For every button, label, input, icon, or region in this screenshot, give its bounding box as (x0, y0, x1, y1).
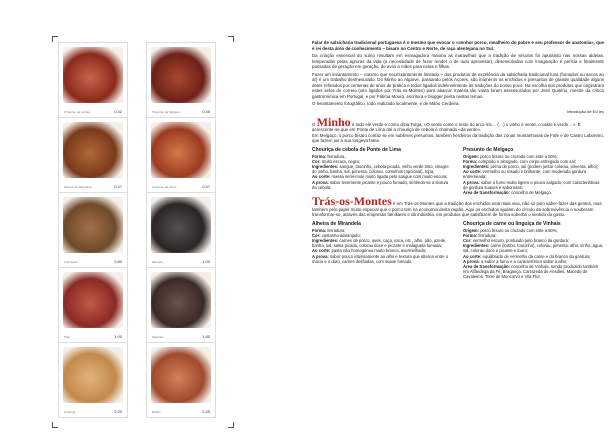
stamp-value: 2,45 (202, 409, 210, 414)
product-fact: Ao corte: pasta não homogénea muito branca, avermelhado; (312, 248, 427, 254)
product-facts (463, 228, 604, 280)
crop-mark (228, 36, 234, 42)
product-fact: Forma: ferradura; (312, 227, 346, 233)
stamp-photo (151, 197, 211, 253)
stamp-value: 0,57 (202, 184, 210, 189)
product-facts (312, 228, 453, 264)
stamp-value: 2,00 (114, 409, 122, 414)
product-fact: Ingredientes: carnes de porco, aves, caça, vaca, etc., alho, pão, azeite, banha, sal, salsa picada, colorau doce e picante e malagueta fumada; (312, 238, 447, 249)
product-title: Presunto de Melgaço (463, 146, 514, 153)
product-fact: Ao corte: equilibrado de vermelho da carne e do branco da gordura; (463, 253, 591, 259)
stamp-value: 0,47 (114, 184, 122, 189)
stamp-value: 0,45 (202, 109, 210, 114)
tras-text: é em Trás-os-Montes que a tradição dos enchidos está mais viva, não só pelo saber-fazer das gentes, mas também pelo papel muito especial que o porco tem na economia desta região. Aqui os enchidos ajudam do círculo da sobrevivência e souberam transformar-se, através das empresas familiares e da indústria, em produtos que satisfazem de forma soberba o sentido do gosto. (312, 201, 602, 218)
stamp-photo (63, 272, 123, 328)
product-presunto-melgaco (463, 147, 604, 196)
product-title: Chouriça de cebola de Ponte de Lima (312, 146, 401, 153)
product-fact: Área de transformação: concelho de Vinhais, sendo produzido também em Alfândega da Fé, Bragança, Carrazeda de Ansiães, Macedo de Cavaleiros, Torre de Moncorvo e Vila Flor. (463, 264, 599, 280)
stamp (146, 342, 216, 418)
crop-mark (228, 422, 234, 428)
stamp-name: Paio (64, 335, 71, 339)
stamp (58, 117, 128, 193)
stamp (146, 192, 216, 268)
text-column (312, 40, 604, 280)
stamp-value: 1,85 (202, 334, 210, 339)
stamp (146, 117, 216, 193)
stamp-name: Salpicão (152, 335, 164, 339)
product-title: Chouriça de carne ou linguiça de Vinhais (463, 220, 561, 227)
stamp (146, 42, 216, 118)
stamp-value: 0,80 (114, 259, 122, 264)
product-fact: Ao corte: vermelho ou rosado e brilhante, com moderada gordura entremeada; (463, 169, 587, 180)
product-alheira-mirandela (312, 221, 453, 280)
stamp-photo (151, 47, 211, 103)
product-title: Alheira de Mirandela (312, 220, 361, 227)
crop-mark (52, 422, 58, 428)
minho-text-2: Em Melgaço, o porco bísaro confaz se em sublimes presuntos, também herdeiros da tradição das zonas montanhosas de Fafe e de Castro Laboreiro, que fazem jus à sua longeva fama. (312, 132, 604, 143)
stamp (58, 42, 128, 118)
product-facts (463, 154, 604, 196)
stamp-name: Presunto de Melgaço (152, 110, 181, 114)
minho-products (312, 147, 604, 196)
product-fact: A prova: sabor levemente picante e pouco fumado, sentindo-se a textura da cebola. (312, 179, 449, 190)
stamp-photo (151, 347, 211, 403)
product-fact: Forma: ferradura; (463, 232, 497, 238)
product-fact: Área de transformação: concelho de Melgaço. (463, 189, 552, 195)
product-fact: Origem: porco bísaro ou cruzado com este a 50%; (463, 153, 558, 159)
product-fact: Cor: vermelho escuro, pontuado pelo branco da gordura; (463, 238, 570, 244)
stamp-photo (63, 122, 123, 178)
stamp (58, 192, 128, 268)
product-fact: Ao corte: massa semi-mole muito ligada pelo sangue com muito escura; (312, 174, 448, 180)
stamp-photo (63, 197, 123, 253)
intro-credit: Introdução de Ed Iex (567, 108, 604, 114)
product-chourica-cebola (312, 147, 453, 196)
stamp-name: Chouriço de cebola (64, 110, 90, 114)
product-facts (312, 154, 453, 190)
stamp-name: Alheira de Mirandela (64, 185, 92, 189)
stamp-name: Farinheira (64, 260, 78, 264)
stamp-photo (63, 47, 123, 103)
tras-products (312, 221, 604, 280)
product-fact: Forma: comprido e alongado, com corpo esfregado com sal; (463, 158, 576, 164)
stamp-name: Linguiça (64, 410, 76, 414)
stamp-name: Butelo (152, 410, 161, 414)
product-fact: Cor: muito escura, negra; (312, 158, 360, 164)
product-chourica-vinhais (463, 221, 604, 280)
stamp-value: 1,00 (202, 259, 210, 264)
product-fact: Ingredientes: carne (lombo, toucinho), colorau, pimenta, alho, vinho, água, sal, colorau doce e picante e louro; (463, 243, 604, 254)
product-fact: Ingredientes: perna de porco, sal (podem juntar colorau, pimenta, alho); (463, 163, 599, 169)
tras-title: Trás-os-Montes (312, 194, 392, 209)
stamp-name: Morcela (152, 260, 163, 264)
tras-intro (312, 194, 604, 218)
intro-lead: Falar de salsicharia tradicional portuguesa é o mesmo que evocar o «senhor porco, mealheiro do pobre e seu professor de anatomia», que é rei desta área de conhecimento – bisaro no Centro e Norte, de raça alentejana no Sul. (312, 40, 604, 51)
product-fact: A prova: sabor a fumo muito ligeiro e pouco salgado, com características de gordura suaves e saborosas; (463, 179, 600, 190)
stamp-value: 0,32 (114, 109, 122, 114)
stamp-name: Chouriço de carne (152, 185, 177, 189)
product-fact: Forma: ferradura; (312, 153, 346, 159)
stamp-sheet (58, 42, 228, 422)
stamp (146, 267, 216, 343)
stamp (58, 342, 128, 418)
stamp-value: 1,00 (114, 334, 122, 339)
stamp (58, 267, 128, 343)
product-fact: A prova: a sabor a fumo e a característico sabor a alho; (463, 258, 568, 264)
minho-text: é todo ele verde e como dizia Torga, «O verde come o resto do arco-íris… (…) o vinho é verde, o caldo é verde…». E acrescente-se que em Ponte de Lima até a chouriça de cebola é chamada «da verde». (312, 121, 581, 132)
minho-title: Minho (316, 114, 351, 129)
product-fact: Cor: castanho-alaranjado; (312, 232, 361, 238)
stamp-photo (151, 122, 211, 178)
product-fact: A prova: sabor pouco intensamente ao alho e textura que alterna entre o macio e o duro, carnes desfiadas, com suave fumado. (312, 253, 449, 264)
product-fact: Ingredientes: sangue, toucinho, cebola picada, vinho verde tinto, vinagre de vinho, banha, sal, pimenta, colorau, cominhos (opcional), tripa; (312, 163, 449, 175)
intro-paragraph-3: O levantamento fotográfico, todo realizado localmente, é de Mário Cerdeira. (312, 101, 460, 106)
product-fact: Origem: porco bísaro ou cruzado com este a 50%; (463, 227, 558, 233)
stamp-photo (151, 272, 211, 328)
intro-paragraph-1: Da criação essencial do suíno resultam em esmagadora maioria as maravilhas que a tradição de séculos foi apurando nas nossas aldeias, temperadas pelas agruras da vida (a necessidade de fazer render o de tudo aproveitar), desenvolvidas com imaginação e perícia e finalmente passadas de geração em geração, de avós a mães para netas e filhas. (312, 53, 604, 69)
minho-prefix: O (312, 121, 316, 127)
stamp-photo (63, 347, 123, 403)
intro-paragraph-2: Fazer um levantamento – mesmo que necessariamente limitado – dos produtos de excelência da salsicharia tradicional lusa (fumados ou secos ao ar) é um trabalho desmesurado. Do Minho ao Algarve, passando pelos Açores, são inúmeros os enchidos e presuntos de grande qualidade alguns deles refinados por centenas de anos de prática e todos ligados indelevelmente às tradições do nosso povo. Na escolha dos produtos que originaram estes selos de correio (oito ligados por Trás-os-Montes) para abarcar matéria tão vasta foram assessorados por José Quitério, mestre da crítica gastronómica em Portugal, e por Fátima Moura, escritora e blogger perita nestas temas. (312, 71, 604, 99)
minho-intro (312, 114, 604, 133)
